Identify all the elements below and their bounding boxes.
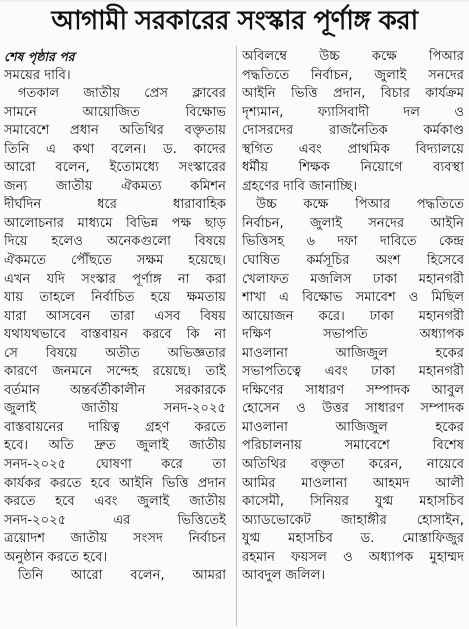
text-line: সময়ের দাবি।: [4, 67, 71, 83]
text-line: দৃশ্যমান, ফ্যাসিবাদী দল ও: [242, 104, 464, 120]
text-line: পরিচালনায় সমাবেশে বিশেষ: [242, 438, 464, 454]
text-line: বর্তমান অন্তর্বর্তীকালীন সরকারকে: [4, 382, 226, 398]
text-line: স্থগিত এবং প্রাথমিক বিদ্যালয়ে: [242, 141, 464, 157]
left-column: [4, 48, 226, 586]
text-line: দক্ষিণের সাধারণ সম্পাদক আবুল: [242, 382, 464, 398]
text-line: যথাযথভাবে বাস্তবায়ন করবে কি না: [4, 327, 226, 343]
text-line: কারণে জনমনে সন্দেহ রয়েছে। তাই: [4, 364, 226, 380]
text-line: বাস্তবায়নের দায়িত্ব গ্রহণ করতে: [4, 419, 226, 435]
text-line: ত্রয়োদশ জাতীয় সংসদ নির্বাচন: [4, 531, 226, 547]
text-line: ভিত্তিসহ ৬ দফা দাবিতে কেন্দ্র: [242, 234, 464, 250]
text-line: তিনি আরো বলেন, আমরা: [18, 568, 226, 584]
text-line: আমির মাওলানা আহমদ আলী: [242, 475, 464, 491]
text-line: যায় তাহলে নির্বাচিত হয়ে ক্ষমতায়: [4, 290, 226, 306]
text-line: আরো বলেন, ইতোমধ্যে সংস্কারের: [4, 160, 226, 176]
text-line: ধর্মীয় শিক্ষক নিয়োগে ব্যবস্থা: [242, 160, 464, 176]
text-line: মাওলানা আজিজুল হকের: [242, 345, 464, 361]
text-line: মাওলানা আজিজুল হকের: [242, 419, 464, 435]
text-line: হবে। অতি দ্রুত জুলাই জাতীয়: [4, 438, 226, 454]
text-line: কার্যকর করতে হবে আইনি ভিত্তি প্রদান: [4, 475, 226, 491]
text-line: অনুষ্ঠান করতে হবে।: [4, 549, 108, 565]
text-line: কাসেমী, সিনিয়র যুগ্ম মহাসচিব: [242, 494, 464, 510]
text-line: আয়োজন করে। ঢাকা মহানগরী: [242, 308, 464, 324]
text-line: নির্বাচন, জুলাই সনদের আইনি: [242, 215, 464, 231]
text-line: সনদ-২০২৫ এর ভিত্তিতেই: [4, 512, 226, 528]
text-line: অবিলম্বে উচ্চ কক্ষে পিআর: [242, 49, 464, 64]
text-line: খেলাফত মজলিস ঢাকা মহানগরী: [242, 271, 464, 287]
text-line: আইনি ভিত্তি প্রদান, বিচার কার্যক্রম: [242, 86, 464, 102]
text-line: এখন যদি সংস্কার পূর্ণাঙ্গ না করা: [4, 271, 226, 287]
text-line: তিনি এ কথা বলেন। ড. কাদের: [4, 141, 226, 157]
continued-from-label: শেষ পৃষ্ঠার পর: [4, 49, 75, 64]
text-line: রহমান ফয়সল ও অধ্যাপক মুহাম্মদ: [242, 549, 464, 565]
text-line: জুলাই জাতীয় সনদ-২০২৫: [4, 401, 226, 417]
text-line: দোসরদের রাজনৈতিক কর্মকাণ্ড: [242, 123, 464, 139]
text-line: শাখা এ বিক্ষোভ সমাবেশ ও মিছিল: [242, 290, 464, 306]
clipping-top-edge: [0, 0, 469, 2]
text-line: অতিথির বক্তৃতা করেন, নায়েবে: [242, 457, 464, 473]
text-line: ঘোষিত কর্মসূচির অংশ হিসেবে: [242, 253, 464, 269]
text-line: করতে হবে এবং জুলাই জাতীয়: [4, 494, 226, 510]
text-line: সে বিষয়ে অতীত অভিজ্ঞতার: [4, 345, 226, 361]
text-line: জন্য জাতীয় ঐকমত্য কমিশন: [4, 178, 226, 194]
text-line: সভাপতিত্বে এবং ঢাকা মহানগরী: [242, 364, 464, 380]
column-divider: [236, 46, 237, 626]
text-line: পদ্ধতিতে নির্বাচন, জুলাই সনদের: [242, 67, 464, 83]
text-line: উচ্চ কক্ষে পিআর পদ্ধতিতে: [256, 197, 464, 213]
text-line: হোসেন ও উত্তর সাধারণ সম্পাদক: [242, 401, 464, 417]
text-line: আবদুল জলিল।: [242, 568, 326, 584]
text-line: গ্রহণের দাবি জানাচ্ছি।: [242, 178, 358, 194]
text-line: দক্ষিণ সভাপতি অধ্যাপক: [242, 327, 464, 343]
text-line: অ্যাডভোকেট জাহাঙ্গীর হোসাইন,: [242, 512, 464, 528]
text-line: দীর্ঘদিন ধরে ধারাবাহিক: [4, 197, 226, 213]
text-line: সামনে আয়োজিত বিক্ষোভ: [4, 104, 226, 120]
right-column: [242, 48, 464, 586]
text-line: দিয়ে হলেও অনেকগুলো বিষয়ে: [4, 234, 226, 250]
article-headline: আগামী সরকারের সংস্কার পূর্ণাঙ্গ করা: [51, 6, 418, 36]
text-line: সনদ-২০২৫ ঘোষণা করে তা: [4, 457, 226, 473]
text-line: ঐকমতে পৌঁছতে সক্ষম হয়েছে।: [4, 253, 226, 269]
text-line: আলোচনার মাধ্যমে বিভিন্ন পক্ষ ছাড়: [4, 215, 226, 231]
text-line: যুগ্ম মহাসচিব ড. মোস্তাফিজুর: [242, 531, 464, 547]
text-line: সমাবেশে প্রধান অতিথির বক্তৃতায়: [4, 123, 226, 139]
text-line: গতকাল জাতীয় প্রেস ক্লাবের: [18, 86, 226, 102]
text-line: যারা আসবেন তারা এসব বিষয়: [4, 308, 226, 324]
